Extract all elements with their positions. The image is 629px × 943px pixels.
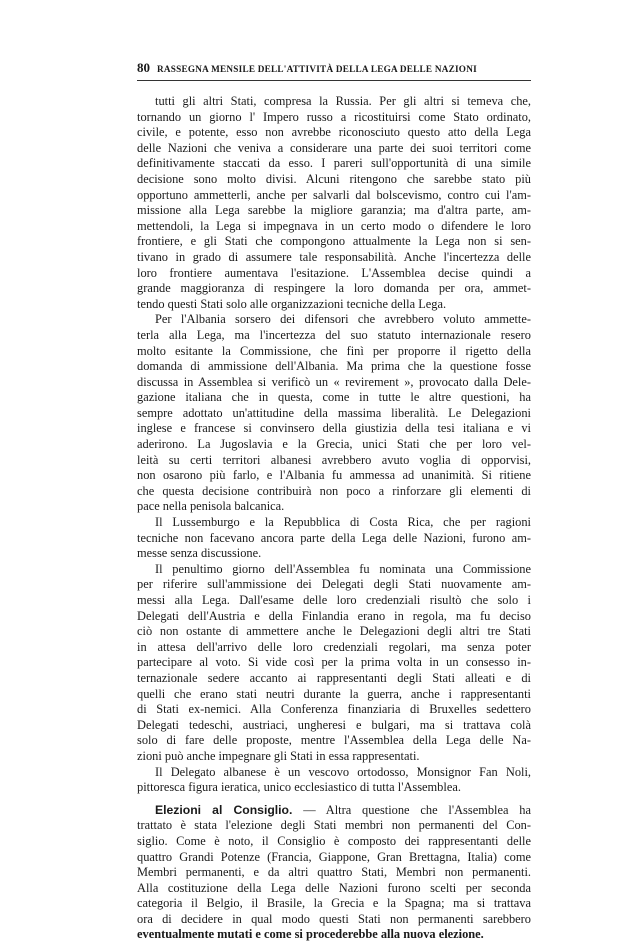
section-heading: Elezioni al Consiglio.	[155, 802, 293, 817]
text-line: discussa in Assemblea si verificò un « revirement », provocato dalla Dele-	[137, 374, 531, 389]
page	[137, 60, 531, 943]
text-line: messe senza discussione.	[137, 546, 262, 561]
text-line: inglese e francese si convinsero della giustizia della tesi italiana e vi	[137, 421, 531, 436]
text-line: in attesa dell'arrivo delle loro credenziali regolari, ma senza poter	[137, 639, 531, 654]
text-line: tutti gli altri Stati, compresa la Russia. Per gli altri si temeva che,	[155, 94, 531, 108]
text-line: eventualmente mutati e come si procederebbe alla nuova elezione.	[137, 927, 484, 942]
text-line: sempre adottato un'attitudine della massima liberalità. Le Delegazioni	[137, 405, 531, 420]
text-line: Il penultimo giorno dell'Assemblea fu nominata una Commissione	[155, 561, 531, 576]
text-line: categoria il Belgio, il Brasile, la Grecia e la Spagna; ma si trattava	[137, 896, 531, 911]
text-line: definitivamente staccati da esso. I pareri sull'opportunità di una simile	[137, 156, 531, 171]
section-elezioni	[137, 803, 531, 943]
text-line: siglio. Come è noto, il Consiglio è composto dei rappresentanti delle	[137, 833, 531, 848]
text-line: decisione sono molto divisi. Alcuni ritengono che sarebbe stato più	[137, 171, 531, 186]
text-line: quattro Grandi Potenze (Francia, Giappone, Gran Brettagna, Italia) come	[137, 849, 531, 864]
text-line: loro frontiere aumentava l'esitazione. L'Assemblea decise quindi a	[137, 265, 531, 280]
text-line: trattato è stata l'elezione degli Stati membri non permanenti del Con-	[137, 818, 531, 833]
text-line: ciò non ostante di ammettere anche le Delegazioni degli altri tre Stati	[137, 624, 531, 639]
text-line: missione alla Lega sarebbe la migliore garanzia; ma d'altra parte, am-	[137, 203, 531, 218]
text-line: che questa decisione contribuirà non poco a rinforzare gli elementi di	[137, 483, 531, 498]
text-line: Delegati tedeschi, austriaci, ungheresi e bulgari, ma si trattava colà	[137, 717, 531, 732]
text-line: pace nella penisola balcanica.	[137, 499, 285, 514]
paragraph	[137, 515, 531, 562]
paragraph	[137, 94, 531, 312]
page-header	[137, 60, 531, 76]
paragraph	[137, 765, 531, 796]
text-line: terla alla Lega, ma l'incertezza del suo statuto internazionale resero	[137, 327, 531, 342]
section-heading-rest: — Altra questione che l'Assemblea ha	[292, 802, 531, 817]
text-line: frontiere, e gli Stati che compongono attualmente la Lega non si sen-	[137, 234, 531, 249]
text-line: Alla costituzione della Lega delle Nazioni furono scelti per seconda	[137, 880, 531, 895]
page-number: 80	[137, 60, 150, 75]
text-line: tivano in grado di assumere tale responsabilità. Anche l'incertezza delle	[137, 249, 531, 264]
text-line: di Stati ex-nemici. Alla Conferenza finanziaria di Bruxelles sedettero	[137, 702, 531, 717]
text-line: ternazionale sedere accanto ai rappresentanti degli Stati alleati e di	[137, 670, 531, 685]
section-gap	[137, 796, 531, 803]
text-line: Per l'Albania sorsero dei difensori che avrebbero voluto ammette-	[155, 312, 531, 327]
text-line: per riferire sull'ammissione dei Delegati degli Stati nuovamente am-	[137, 577, 531, 592]
section-first-line	[137, 803, 531, 819]
paragraph	[137, 312, 531, 515]
text-line: non osarono più farlo, e l'Albania fu ammessa ad unanimità. Si ritiene	[137, 468, 531, 483]
text-line: opportuno ammetterli, anche per salvarli dal bolscevismo, contro cui l'am-	[137, 187, 531, 202]
text-line: solo di fare delle proposte, mentre l'Assemblea della Lega delle Na-	[137, 733, 531, 748]
text-line: Delegati dell'Austria e della Finlandia erano in regola, ma fu deciso	[137, 608, 531, 623]
header-rule	[137, 80, 531, 81]
text-line: Il Delegato albanese è un vescovo ortodosso, Monsignor Fan Noli,	[155, 764, 531, 779]
text-line: zioni può anche impegnare gli Stati in essa rappresentati.	[137, 748, 420, 763]
text-line: ora di decidere in qual modo questi Stati non permanenti sarebbero	[137, 911, 531, 926]
text-line: messi alla Lega. Dall'esame delle loro credenziali risultò che solo i	[137, 593, 531, 607]
paragraph	[137, 562, 531, 765]
text-line: tendo questi Stati solo alle organizzazioni tecniche della Lega.	[137, 296, 447, 311]
text-line: civile, e potente, esso non avrebbe riconosciuto questo atto della Lega	[137, 125, 531, 140]
text-line: tornando un giorno l' Impero russo a ricostituirsi come Stato ordinato,	[137, 109, 531, 124]
text-line: domanda di ammissione dell'Albania. Ma prima che la questione fosse	[137, 359, 531, 374]
text-line: partecipare al voto. Si vide così per la prima volta in un consesso in-	[137, 655, 531, 670]
text-line: mettendoli, la Lega si impegnava in un certo modo o difendere le loro	[137, 218, 531, 233]
article-body	[137, 94, 531, 943]
text-line: Membri permanenti, e da altri quattro Stati, Membri non permanenti.	[137, 865, 531, 880]
text-line: pittoresca figura ieratica, unico ecclesiastico di tutta l'Assemblea.	[137, 780, 461, 795]
text-line: tecniche non facevano ancora parte della Lega delle Nazioni, furono am-	[137, 530, 531, 545]
text-line: aderirono. La Jugoslavia e la Grecia, unici Stati che per loro vel-	[137, 437, 531, 452]
text-line: quelli che erano stati neutri durante la guerra, anche i rappresentanti	[137, 686, 531, 701]
text-line: leità su certi territori albanesi avrebbero avuto voglia di opporvisi,	[137, 452, 531, 467]
running-title: RASSEGNA MENSILE DELL'ATTIVITÀ DELLA LEGA DELLE NAZIONI	[157, 64, 477, 74]
text-line: molto esitante la Commissione, che finì per proporre il rigetto della	[137, 343, 531, 358]
text-line: Il Lussemburgo e la Repubblica di Costa Rica, che per ragioni	[155, 515, 531, 530]
text-line: grande maggioranza di respingere la loro domanda per ora, ammet-	[137, 281, 531, 296]
text-line: delle Nazioni che veniva a considerare una parte dei suoi territori come	[137, 140, 531, 155]
text-line: gazione italiana che in questa, come in tutte le altre questioni, ha	[137, 390, 531, 405]
